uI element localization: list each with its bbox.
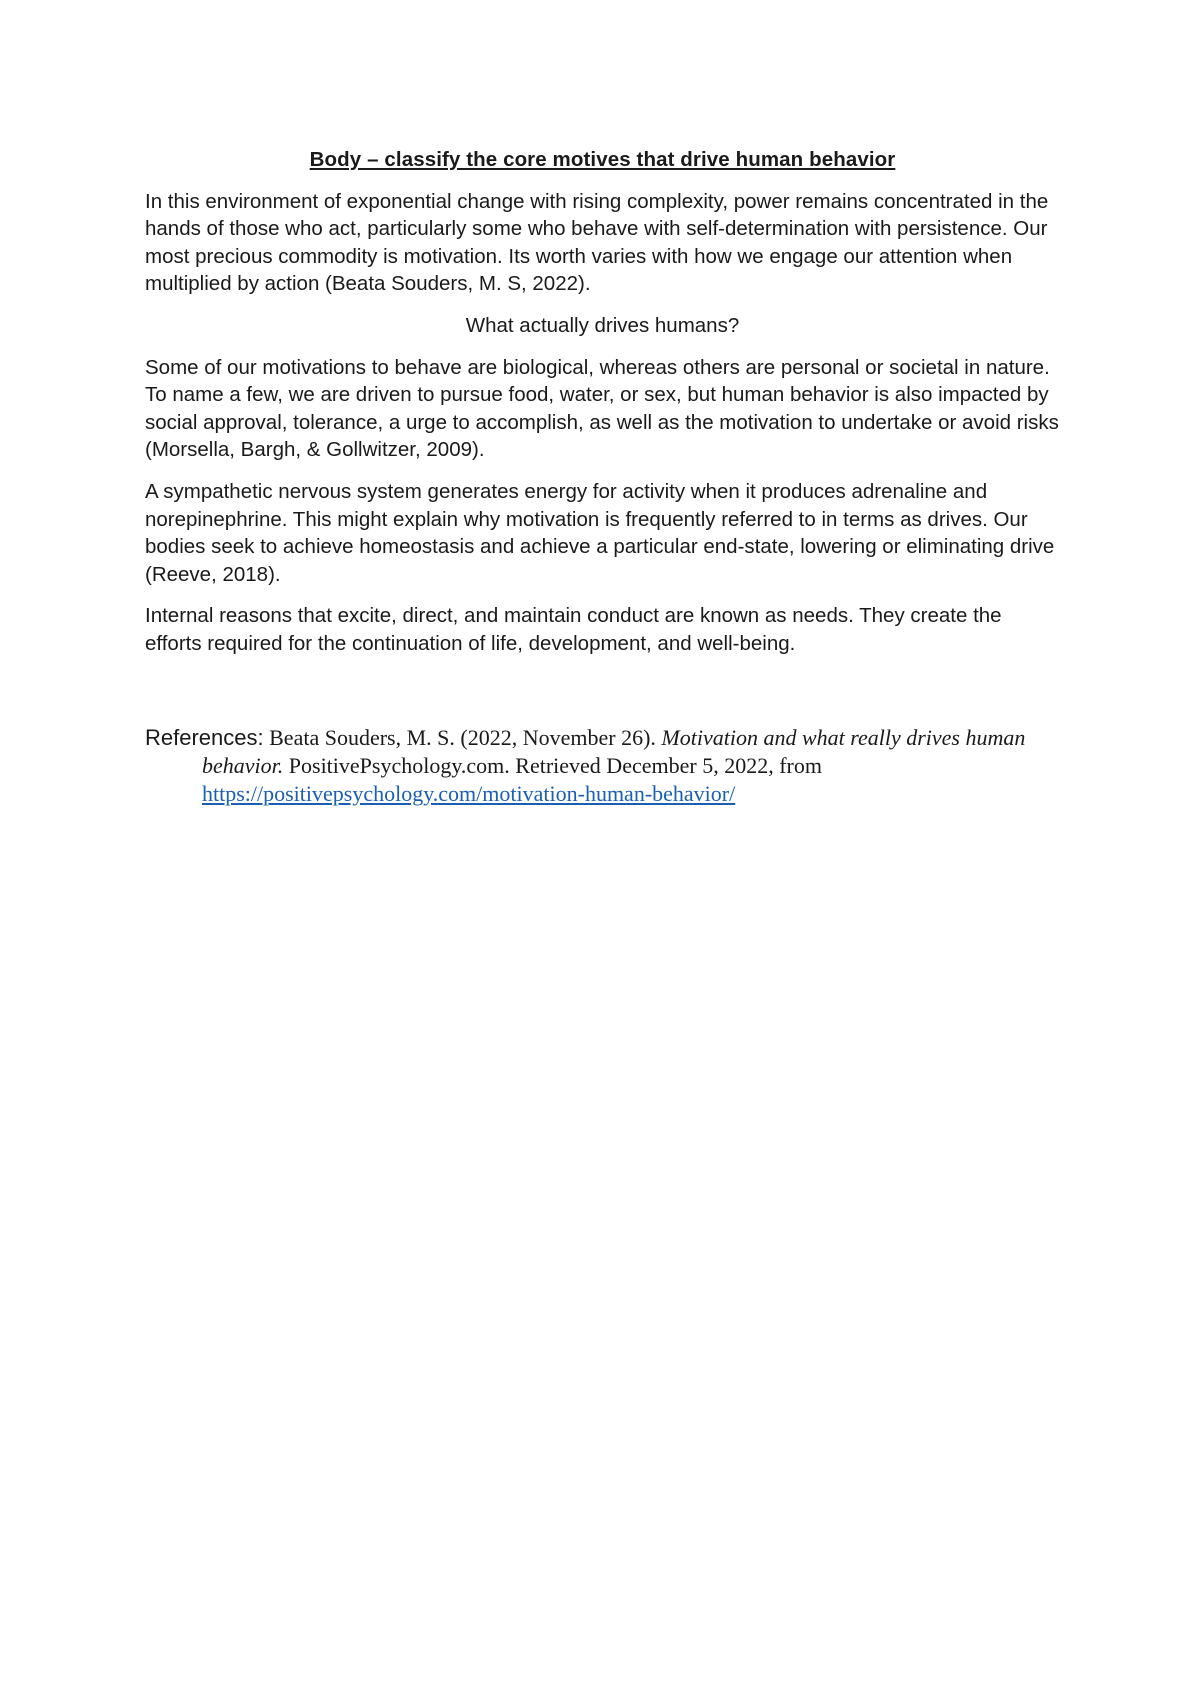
paragraph-biological-motives: Some of our motivations to behave are biological, whereas others are personal or societal in nature. To name a few, we are driven to pursue food, water, or sex, but human behavior is also impacted by social approval, tolerance, a urge to accomplish, as well as the motivation to undertake or avoid risks (Morsella, Bargh, & Gollwitzer, 2009). xyxy=(145,355,1059,462)
section-subheading: What actually drives humans? xyxy=(465,313,740,337)
paragraph-nervous-system: A sympathetic nervous system generates energy for activity when it produces adrenaline and norepinephrine. This might explain why motivation is frequently referred to in terms as drives. Our bodies seek to achieve homeostasis and achieve a particular end-state, lowering or eliminating drive (Reeve, 2018). xyxy=(145,479,1055,586)
references-entry xyxy=(145,724,1060,808)
section-heading: Body – classify the core motives that drive human behavior xyxy=(309,148,896,171)
paragraph-intro: In this environment of exponential change with rising complexity, power remains concentrated in the hands of those who act, particularly some who behave with self-determination with persistence. Our most precious commodity is motivation. Its worth varies with how we engage our attention when multiplied by action (Beata Souders, M. S, 2022). xyxy=(145,189,1049,296)
reference-source: PositivePsychology.com. Retrieved December 5, 2022, from xyxy=(288,752,822,778)
reference-author-date: Beata Souders, M. S. (2022, November 26). xyxy=(269,724,656,750)
document-body xyxy=(145,146,1060,808)
paragraph-needs: Internal reasons that excite, direct, and maintain conduct are known as needs. They create the efforts required for the continuation of life, development, and well-being. xyxy=(145,604,1002,655)
references-label: References: xyxy=(145,724,264,750)
reference-title: Motivation and what really drives human behavior. xyxy=(202,724,1026,778)
reference-url-link[interactable]: https://positivepsychology.com/motivation-human-behavior/ xyxy=(202,780,736,806)
